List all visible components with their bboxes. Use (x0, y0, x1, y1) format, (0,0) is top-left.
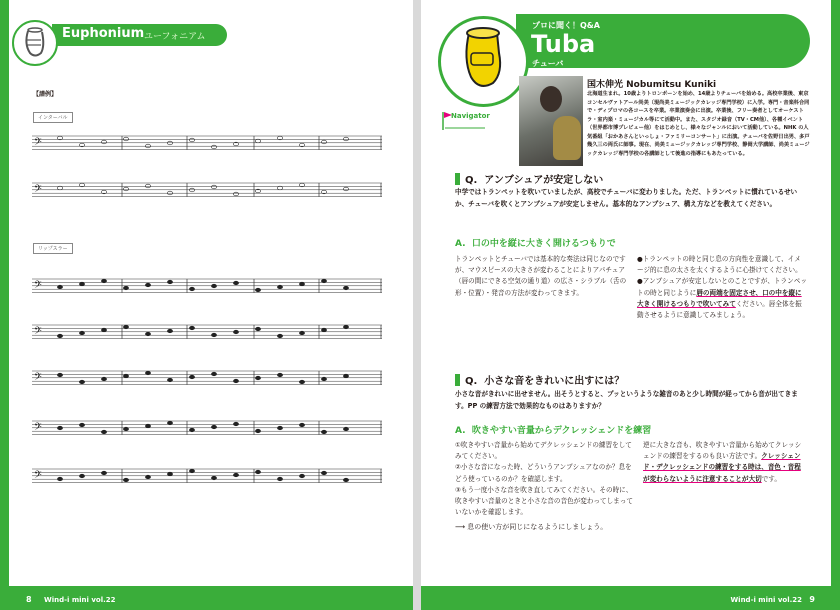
note-head (79, 282, 84, 286)
note-head (145, 475, 150, 479)
answer-2-item-1: ①吹きやすい音量から始めてデクレッシェンドの練習をしてみてください。 (455, 441, 632, 461)
note-head (123, 187, 128, 191)
section-label-lip-slur: リップスラー (33, 243, 73, 254)
page-number: 9 (809, 595, 815, 604)
note-head (343, 427, 348, 431)
left-page (0, 0, 413, 610)
note-head (277, 334, 282, 338)
note-head (167, 378, 172, 382)
question-label: Q. (465, 175, 478, 186)
right-page (421, 0, 840, 610)
note-head (167, 280, 172, 284)
note-head (299, 331, 304, 335)
note-head (233, 422, 238, 426)
note-head (255, 327, 260, 331)
profile-bio: 北海道生まれ。10歳よりトロンボーンを始め、14歳よりチューバを始める。高校卒業後、東京コンセルヴァトアール尚美（現尚美ミュージックカレッジ専門学校）に入学。専門・音楽科合同で・ディプロマの各コースを卒業。卒業演奏会に出演。卒業後、フリー奏者としてオーケストラ・室内楽・ミュージカル等にて活動中。また、スタジオ録音（TV・CM他）、各種イベント（世界都市博プレビュー他）をはじめとし、様々なジャンルにおいて活動している。NHK の人気番組「おかあさんといっしょ・ファミリーコンサート」に出演。チューバを佐野日出男、多戸幾久三の両氏に師事。現在、尚美ミュージックカレッジ専門学校、静岡大学講師、尚美ミュージックカレッジ専門学校の各講師として後進の指導にもあたっている。 (587, 91, 810, 157)
bullet-2-text: ●アンブシュアが安定しないとのことですが、トランペットの時と同じように (637, 277, 807, 297)
question-title: 小さな音をきれいに出すには？ (484, 376, 625, 387)
note-head (101, 430, 106, 434)
answer-1-left-column (455, 254, 627, 299)
bass-clef-icon: 𝄢 (34, 136, 42, 150)
question-1-heading (455, 171, 603, 186)
note-head (211, 284, 216, 288)
answer-label: A. (455, 239, 466, 249)
note-head (277, 426, 282, 430)
answer-2-right-column (643, 440, 807, 485)
answer-1-bullet-2 (637, 276, 807, 321)
question-2-body: 小さな音がきれいに出せません。出そうとすると、プッというような雑音のあと少し時間が経ってから音が出てきます。PP の練習方法で効果的なものはありますか？ (455, 390, 798, 410)
note-head (321, 140, 326, 144)
note-head (233, 473, 238, 477)
bass-clef-icon: 𝄢 (34, 325, 42, 339)
note-head (57, 373, 62, 377)
bass-clef-icon: 𝄢 (34, 421, 42, 435)
note-head (255, 470, 260, 474)
answer-1-right-column (637, 254, 807, 321)
music-staff (32, 370, 382, 386)
answer-1-heading (455, 236, 616, 249)
note-head (277, 477, 282, 481)
bass-clef-icon: 𝄢 (34, 469, 42, 483)
note-head (145, 184, 150, 188)
note-head (79, 380, 84, 384)
highlighted-text: 唇の両端を固定させ、口の中を縦に大きく開けるつもりで吹いてみて (637, 288, 802, 308)
note-head (343, 187, 348, 191)
magazine-name: Wind-i mini vol.22 (730, 596, 802, 604)
note-head (101, 279, 106, 283)
tuba-icon (438, 16, 529, 107)
note-head (145, 332, 150, 336)
note-head (321, 328, 326, 332)
question-1-body: 中学ではトランペットを吹いていましたが、高校でチューバに変わりました。ただ、トランペットに慣れているせいか、チューバを吹くとアンブシュアが安定しません。基本的なアンブシュア、構え方などを教えてください。 (455, 188, 798, 208)
navigator-label: Navigator (451, 112, 490, 120)
note-head (167, 421, 172, 425)
note-head (189, 428, 194, 432)
answer-2-heading (455, 423, 651, 436)
question-bar (455, 374, 460, 386)
answer-1-text: トランペットとチューバでは基本的な奏法は同じなのですが、マウスピースの大きさが変わることによりアパチュア（唇の間にできる空気の通り道）の広さ・シラブル（舌の形・位置）・発音の方法が変わってきます。 (455, 255, 627, 297)
note-head (189, 287, 194, 291)
note-head (321, 377, 326, 381)
note-head (101, 377, 106, 381)
note-head (233, 330, 238, 334)
note-head (145, 371, 150, 375)
note-head (123, 374, 128, 378)
note-head (101, 140, 106, 144)
left-page-green-bar (0, 0, 9, 610)
music-staff (32, 278, 382, 294)
note-head (255, 376, 260, 380)
note-head (211, 425, 216, 429)
music-staff (32, 420, 382, 436)
page-gutter (413, 0, 421, 610)
right-page-green-bar (831, 0, 840, 610)
note-head (123, 286, 128, 290)
note-head (57, 334, 62, 338)
music-staff (32, 135, 382, 151)
profile-photo-head (540, 86, 562, 112)
note-head (211, 145, 216, 149)
note-head (189, 469, 194, 473)
note-head (211, 185, 216, 189)
note-head (101, 471, 106, 475)
note-head (123, 427, 128, 431)
page-number: 8 (26, 595, 32, 604)
note-head (189, 138, 194, 142)
answer-title: 吹きやすい音量からデクレッシェンドを練習 (471, 426, 652, 436)
answer-2-right-text (643, 440, 807, 485)
note-head (211, 372, 216, 376)
answer-2-item-3: ③もう一度小さな音を吹き直してみてください。その時に、吹きやすい音量のときと小さな音の音色が変わってしまっていないかを確認します。 (455, 485, 633, 517)
note-head (57, 285, 62, 289)
note-head (299, 474, 304, 478)
note-head (233, 281, 238, 285)
note-head (233, 379, 238, 383)
bass-clef-icon: 𝄢 (34, 279, 42, 293)
note-head (145, 424, 150, 428)
note-head (233, 192, 238, 196)
profile-photo-instrument (553, 116, 581, 160)
music-staff (32, 182, 382, 198)
bullet-2-text-end: ください。唇全体を振動させるように意識してみましょう。 (637, 299, 802, 320)
note-head (211, 333, 216, 337)
note-head (277, 373, 282, 377)
answer-2-right-pre: 逆に大きな音も、吹きやすい音量から始めてクレッシェンドの練習をするのも良い方法です。 (643, 441, 802, 461)
bass-clef-icon: 𝄢 (34, 183, 42, 197)
answer-2-item-2: ②小さな音になった時、どういうアンブシュアなのか？息をどう使っているのか？を確認します。 (455, 463, 632, 483)
note-head (79, 423, 84, 427)
music-staff (32, 468, 382, 484)
note-head (321, 430, 326, 434)
note-head (277, 186, 282, 190)
answer-title: 口の中を縦に大きく開けるつもりで (471, 239, 616, 249)
header-kicker: プロに聞く！Q&A (532, 21, 600, 30)
note-head (299, 282, 304, 286)
note-head (57, 477, 62, 481)
note-head (79, 331, 84, 335)
note-head (255, 139, 260, 143)
note-head (79, 474, 84, 478)
note-head (299, 380, 304, 384)
note-head (321, 279, 326, 283)
note-head (277, 285, 282, 289)
note-head (145, 283, 150, 287)
note-head (343, 286, 348, 290)
note-head (57, 426, 62, 430)
note-head (123, 137, 128, 141)
note-head (343, 137, 348, 141)
note-head (167, 472, 172, 476)
euphonium-icon (12, 20, 58, 66)
answer-1-bullet-1: ●トランペットの時と同じ息の方向性を意識して、イメージ的に息の太さを太くするように心掛けてください。 (637, 255, 802, 275)
note-head (255, 288, 260, 292)
answer-label: A. (455, 426, 466, 436)
note-head (123, 478, 128, 482)
question-2-heading (455, 372, 624, 387)
bass-clef-icon: 𝄢 (34, 371, 42, 385)
music-staff (32, 324, 382, 340)
figure-label: 【譜例】 (33, 91, 58, 98)
highlighted-text: クレッシェンド・デクレッシェンドの練習をする時は、音色・音程が変わらないように注意することが大切 (643, 452, 801, 483)
note-head (123, 325, 128, 329)
note-head (343, 478, 348, 482)
answer-2-arrow-note: ⟶ 息の使い方が同じになるようにしましょう。 (455, 523, 608, 531)
answer-2-left-column (455, 440, 633, 518)
note-head (189, 326, 194, 330)
page-subtitle: チューバ (532, 59, 564, 68)
magazine-name: Wind-i mini vol.22 (44, 596, 116, 604)
question-title: アンブシュアが安定しない (484, 175, 604, 186)
note-head (255, 429, 260, 433)
answer-2-right-post: です。 (761, 474, 781, 483)
note-head (211, 476, 216, 480)
page-title: Euphonium (62, 26, 145, 41)
profile-name: 国木伸光 Nobumitsu Kuniki (587, 80, 717, 90)
note-head (343, 374, 348, 378)
note-head (189, 375, 194, 379)
page-title: Tuba (531, 30, 596, 58)
note-head (299, 423, 304, 427)
note-head (321, 471, 326, 475)
question-label: Q. (465, 376, 478, 387)
page-subtitle: ユーフォニアム (144, 32, 206, 42)
question-bar (455, 173, 460, 185)
section-label-interval: インターバル (33, 112, 73, 123)
note-head (167, 329, 172, 333)
note-head (343, 325, 348, 329)
note-head (101, 328, 106, 332)
note-head (57, 186, 62, 190)
